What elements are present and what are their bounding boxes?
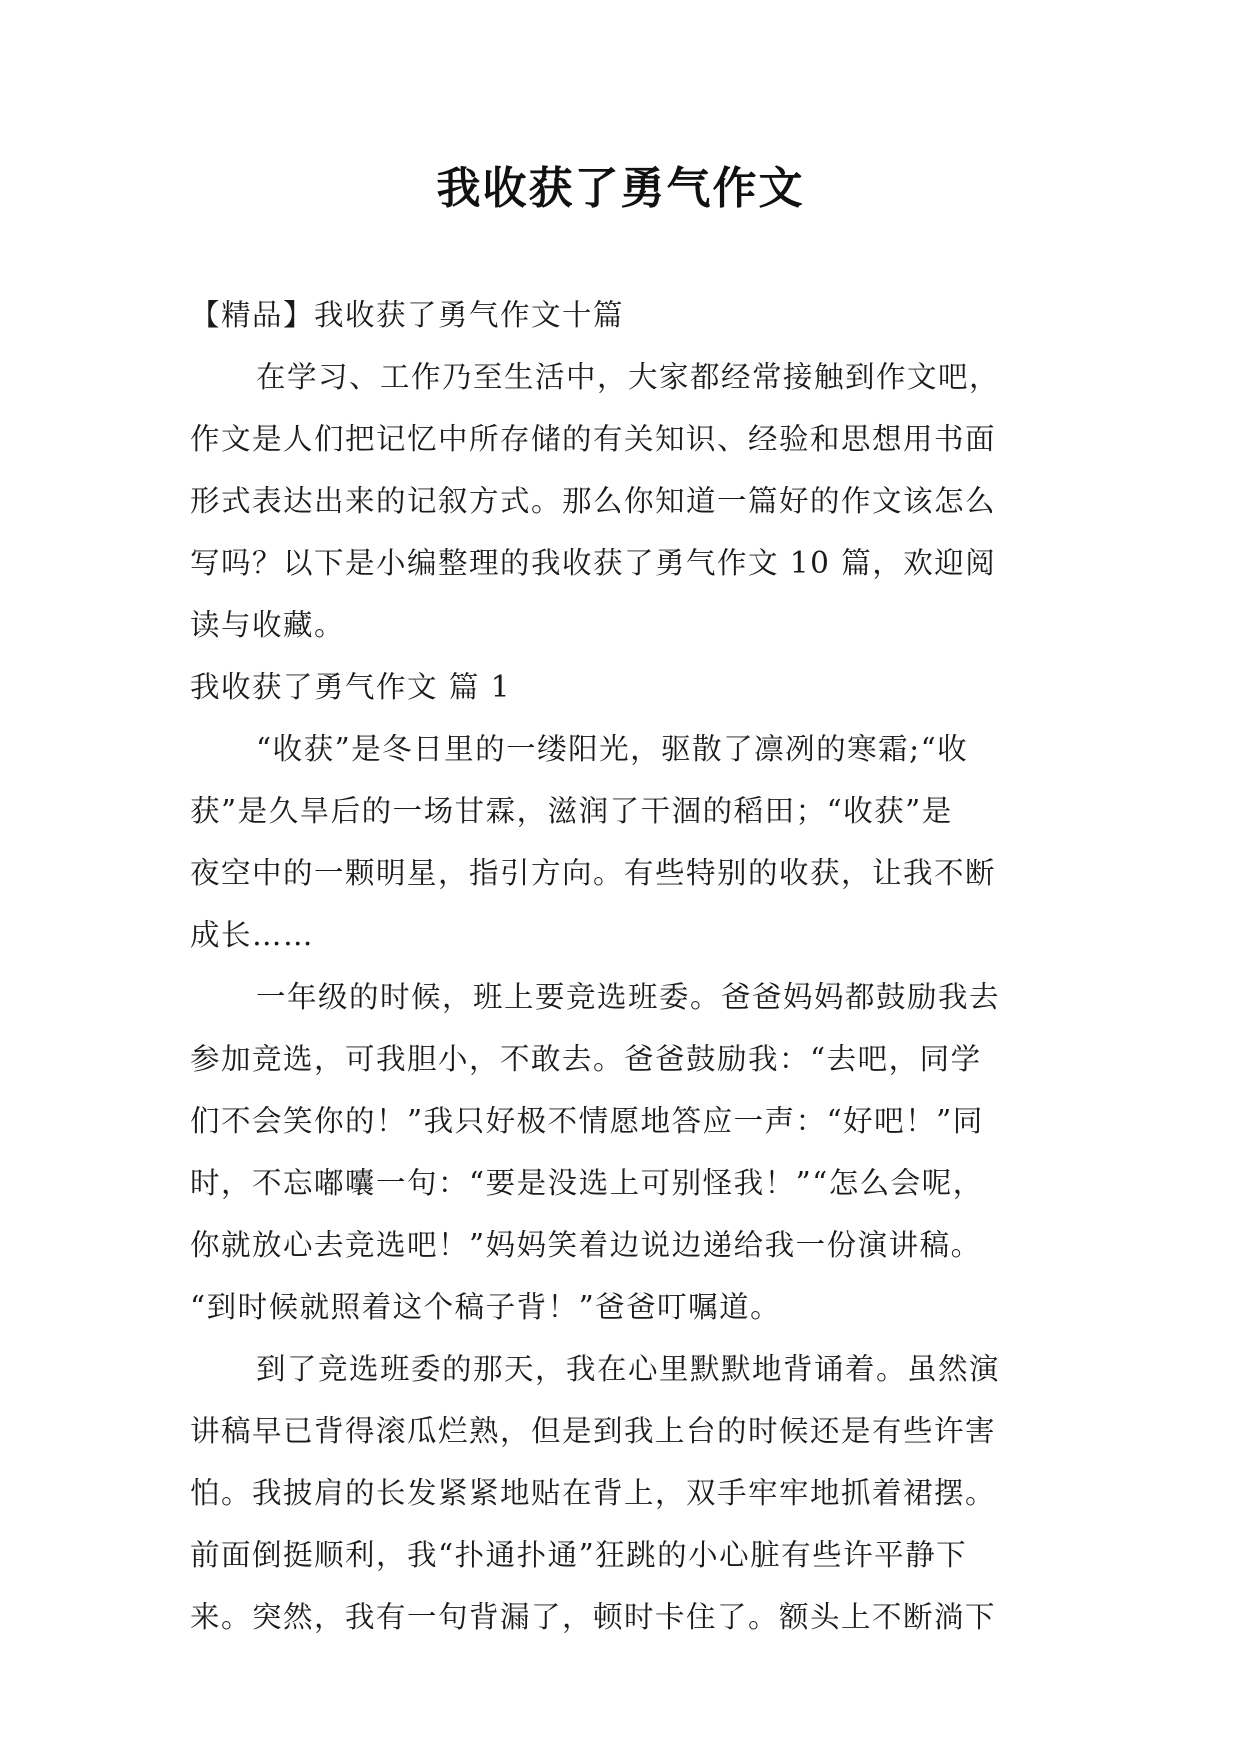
document-title: 我收获了勇气作文 [436, 163, 805, 214]
text-line: 获”是久旱后的一场甘霖，滋润了干涸的稻田；“收获”是 [190, 794, 953, 828]
text-line: 你就放心去竞选吧！”妈妈笑着边说边递给我一份演讲稿。 [190, 1228, 982, 1262]
text-line: 读与收藏。 [190, 608, 346, 642]
text-line: “到时候就照着这个稿子背！”爸爸叮嘱道。 [190, 1290, 782, 1324]
text-line: 写吗？以下是小编整理的我收获了勇气作文 10 篇，欢迎阅 [190, 546, 997, 580]
text-line: 参加竞选，可我胆小，不敢去。爸爸鼓励我：“去吧，同学 [190, 1042, 982, 1076]
text-line: 在学习、工作乃至生活中，大家都经常接触到作文吧， [256, 360, 1001, 394]
text-line: “收获”是冬日里的一缕阳光，驱散了凛冽的寒霜;“收 [256, 732, 969, 766]
document-body [190, 284, 1050, 1648]
text-line: 时，不忘嘟囔一句：“要是没选上可别怪我！”“怎么会呢， [190, 1166, 984, 1200]
text-line: 成长…… [190, 918, 315, 952]
text-line: 【精品】我收获了勇气作文十篇 [190, 298, 625, 332]
text-line: 们不会笑你的！”我只好极不情愿地答应一声：“好吧！”同 [190, 1104, 984, 1138]
text-line: 形式表达出来的记叙方式。那么你知道一篇好的作文该怎么 [190, 484, 997, 518]
text-line: 前面倒挺顺利，我“扑通扑通”狂跳的小心脏有些许平静下 [190, 1538, 968, 1572]
text-line: 怕。我披肩的长发紧紧地贴在背上，双手牢牢地抓着裙摆。 [190, 1476, 997, 1510]
text-line: 夜空中的一颗明星，指引方向。有些特别的收获，让我不断 [190, 856, 997, 890]
text-line: 讲稿早已背得滚瓜烂熟，但是到我上台的时候还是有些许害 [190, 1414, 997, 1448]
text-line: 一年级的时候，班上要竞选班委。爸爸妈妈都鼓励我去 [256, 980, 1001, 1014]
text-line: 到了竞选班委的那天，我在心里默默地背诵着。虽然演 [256, 1352, 1001, 1386]
text-line: 来。突然，我有一句背漏了，顿时卡住了。额头上不断淌下 [190, 1600, 997, 1634]
text-line: 作文是人们把记忆中所存储的有关知识、经验和思想用书面 [190, 422, 997, 456]
text-line: 我收获了勇气作文 篇 1 [190, 670, 512, 704]
